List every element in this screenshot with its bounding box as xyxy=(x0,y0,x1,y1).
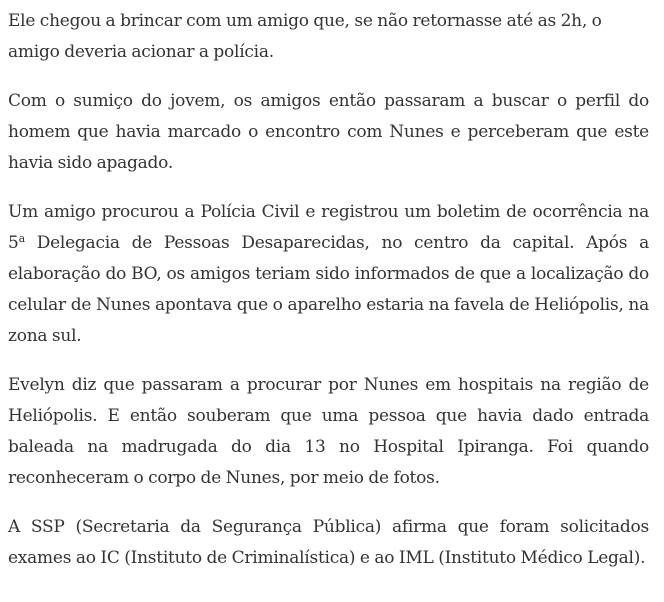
paragraph-police-report-start: Um amigo procurou a Polícia Civil e registrou um boletim de ocorrência na 5 xyxy=(8,202,649,253)
paragraph-police-report-end: Delegacia de Pessoas Desaparecidas, no centro da capital. Após a elaboração do BO, os amigos teriam sido informados de que a localização do celular de Nunes apontava que o aparelho estaria na favela de Heliópolis, na zona sul. xyxy=(8,233,649,346)
ordinal-indicator: a xyxy=(18,232,25,245)
paragraph-profile-deleted: Com o sumiço do jovem, os amigos então passaram a buscar o perfil do homem que havia marcado o encontro com Nunes e perceberam que este havia sido apagado. xyxy=(8,91,649,173)
paragraph-joke-with-friend: Ele chegou a brincar com um amigo que, se não retornasse até as 2h, o amigo deveria acionar a polícia. xyxy=(8,11,602,62)
paragraph-hospital-search: Evelyn diz que passaram a procurar por Nunes em hospitais na região de Heliópolis. E então souberam que uma pessoa que havia dado entrada baleada na madrugada do dia 13 no Hospital Ipiranga. Foi quando reconheceram o corpo de Nunes, por meio de fotos. xyxy=(8,375,649,488)
article-body xyxy=(8,6,649,574)
paragraph-ssp-statement: A SSP (Secretaria da Segurança Pública) afirma que foram solicitados exames ao IC (Instituto de Criminalística) e ao IML (Instituto Médico Legal). xyxy=(8,517,649,568)
paragraph-police-report xyxy=(8,197,649,352)
